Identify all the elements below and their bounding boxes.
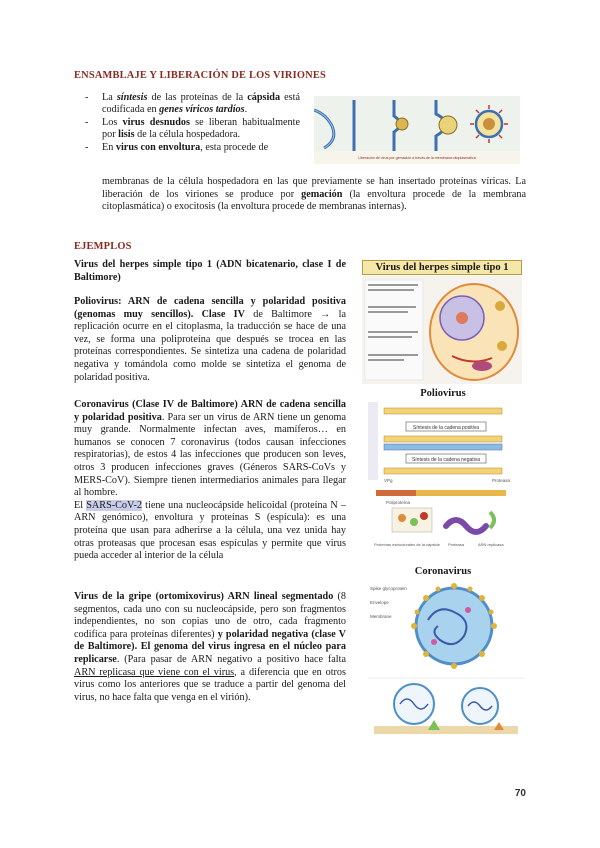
example-poliovirus: Poliovirus: ARN de cadena sencilla y polaridad positiva (genomas muy sencillos). Clase IV de Baltimore → la replicación ocurre en el citoplasma, la traducción se hace de una vez, se forma una poliproteína que después se trocea en las proteínas correspondientes. Se sintetiza una cadena de polaridad negativa y tomándola como molde se sintetiza el genoma de polaridad positiva. [74,296,346,383]
corona-label-spike: Spike glycoprotein [370,586,407,591]
arn-replicasa-underlined: ARN replicasa que viene con el virus [74,666,235,678]
herpes-figure-title: Virus del herpes simple tipo 1 [362,260,522,275]
polio-label-1: Síntesis de la cadena positiva [412,425,480,431]
polio-label-structural: Proteínas estructurales de la cápside [374,542,440,547]
corona-label-membrane: Membrane [370,614,392,619]
bullet-virus-envoltura: - En virus con envoltura, esta procede de [82,142,300,154]
bullet-virus-desnudos: - Los virus desnudos se liberan habitualmente por lisis de la célula hospedadora. [82,117,300,142]
example-gripe: Virus de la gripe (ortomixovirus) ARN lineal segmentado (8 segmentos, cada uno con su nucleocápside, pero son fragmentos independientes, no son copias uno de otro, cada fragmento codifica para proteínas diferentes) y polaridad negativa (clase V de Baltimore). El genoma del virus ingresa en el núcleo para replicarse. (Para pasar de ARN negativo a positivo hace falta ARN replicasa que viene con el virus, a diferencia que en otros virus como los anteriores que se traduce a partir del genoma del virus, no hace falta que venga en el virión). [74,591,347,703]
coronavirus-paragraph: Coronavirus (Clase IV de Baltimore) ARN de cadena sencilla y polaridad positiva. Para ser un virus de ARN tiene un genoma muy grande. Normalmente infectan aves, mamíferos… en humanos se conocen 7 coronavirus (todos causan infecciones respiratorias), de estos 4 las infecciones que producen son leves, otros 3 producen infecciones graves (Géneros SARS-CoVs y MERS-CoV). Siempre tienen intermediarios animales para llegar al hombre. [74,399,346,499]
corona-figure [368,580,524,750]
herpes-figure [362,276,522,384]
polio-figure [366,402,522,560]
polio-label-protease: Proteasa [492,478,511,483]
budding-caption: Liberación de virus por gemación a través de la membrana citoplasmática [358,156,476,160]
sars-cov-2-highlight: SARS-CoV-2 [86,499,142,511]
corona-figure-title: Coronavirus [414,566,472,577]
polio-figure-title: Poliovirus [420,388,466,399]
example-coronavirus [74,399,346,563]
corona-label-envelope: Envelope [370,600,389,605]
sars-cov-2-paragraph: El SARS-CoV-2 tiene una nucleocápside helicoidal (proteína N –ARN genómico), envoltura y proteínas S (espícula): es una proteína que usan para adherirse a la célula, una vez unida hay otras proteasas que procesan esas espículas y permite que virus pueda acceder al interior de la célula [74,499,346,562]
polio-label-replicase: ARN replicasa [478,542,504,547]
page-number: 70 [514,788,526,799]
bullet-list [82,92,300,154]
polio-label-protease-2: Proteasa [448,542,465,547]
bullet-sintesis: - La síntesis de las proteínas de la cápsida está codificada en genes víricos tardíos. [82,92,300,117]
paragraph-gemacion: membranas de la célula hospedadora en las que previamente se han insertado proteínas víricas. La liberación de los viriones se produce por gemación (la envoltura procede de la membrana citoplasmática) o exocitosis (la envoltura procede de membranas internas). [102,176,526,213]
section-title-ensamblaje: ENSAMBLAJE Y LIBERACIÓN DE LOS VIRIONES [74,70,326,81]
polio-label-2: Síntesis de la cadena negativa [411,457,481,463]
example-herpes: Virus del herpes simple tipo 1 (ADN bicatenario, clase I de Baltimore) [74,259,346,283]
section-title-ejemplos: EJEMPLOS [74,241,132,252]
polio-label-poliprotein: Poliproteína [386,500,411,505]
polio-label-vpg: VPg [384,478,393,483]
budding-figure [314,96,520,164]
